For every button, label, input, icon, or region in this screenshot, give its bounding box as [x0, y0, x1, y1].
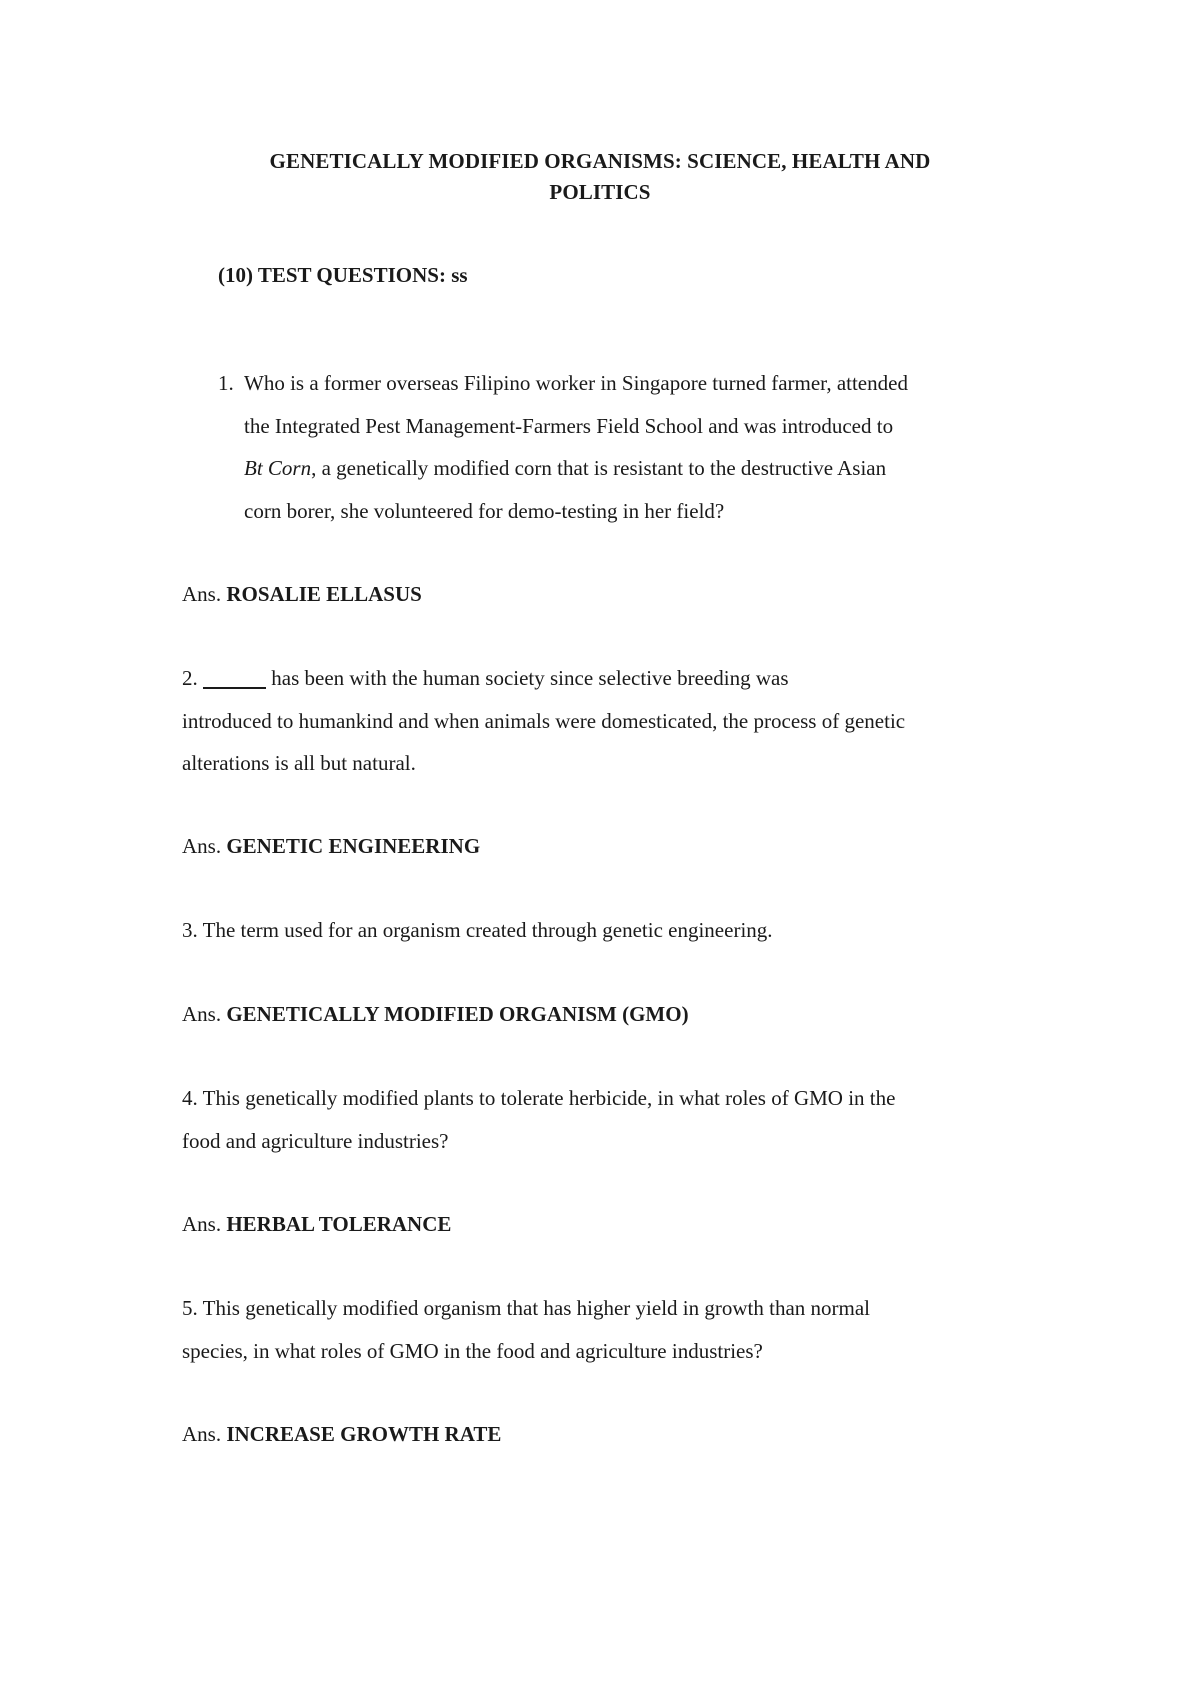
- answer-2-value: GENETIC ENGINEERING: [226, 834, 481, 858]
- question-2-number: 2.: [182, 666, 198, 690]
- answer-3: [182, 993, 1042, 1036]
- question-3-text: The term used for an organism created through genetic engineering.: [202, 918, 773, 942]
- question-4: [182, 1077, 1042, 1162]
- answer-1-value: ROSALIE ELLASUS: [226, 582, 422, 606]
- answer-2-label: Ans.: [182, 834, 222, 858]
- title-line-2: POLITICS: [549, 180, 651, 204]
- question-1: [218, 362, 1038, 532]
- answer-4: [182, 1203, 1042, 1246]
- answer-1: [182, 573, 1042, 616]
- answer-5-label: Ans.: [182, 1422, 222, 1446]
- test-questions-heading: (10) TEST QUESTIONS: ss: [218, 263, 468, 287]
- answer-3-label: Ans.: [182, 1002, 222, 1026]
- answer-4-label: Ans.: [182, 1212, 222, 1236]
- question-2-line-2: introduced to humankind and when animals were domesticated, the process of genetic: [182, 708, 906, 733]
- answer-2: [182, 825, 1042, 868]
- fill-in-blank: [203, 666, 266, 690]
- question-1-line-1: 1. Who is a former overseas Filipino worker in Singapore turned farmer, attended: [218, 362, 1038, 405]
- question-5: [182, 1287, 1042, 1372]
- question-1-line-3: Bt Corn, a genetically modified corn that is resistant to the destructive Asian: [244, 456, 887, 480]
- document-title: [180, 146, 1020, 208]
- question-3-number: 3.: [182, 918, 198, 942]
- answer-3-value: GENETICALLY MODIFIED ORGANISM (GMO): [226, 1002, 689, 1026]
- question-4-line-2: food and agriculture industries?: [182, 1128, 449, 1153]
- question-2: [182, 657, 1042, 785]
- answer-5-value: INCREASE GROWTH RATE: [226, 1422, 502, 1446]
- question-5-line-1: 5. This genetically modified organism that has higher yield in growth than normal: [182, 1296, 871, 1320]
- title-line-1: GENETICALLY MODIFIED ORGANISMS: SCIENCE, HEALTH AND: [269, 149, 931, 173]
- answer-5: [182, 1413, 1042, 1456]
- question-3: [182, 909, 1042, 952]
- bt-corn-term: Bt Corn: [244, 456, 312, 480]
- question-1-line-4: corn borer, she volunteered for demo-testing in her field?: [244, 498, 725, 523]
- question-1-number: 1.: [218, 371, 234, 395]
- question-4-line-1: 4. This genetically modified plants to tolerate herbicide, in what roles of GMO in the: [182, 1086, 896, 1110]
- question-5-line-2: species, in what roles of GMO in the food and agriculture industries?: [182, 1338, 763, 1363]
- question-2-line-3: alterations is all but natural.: [182, 751, 416, 775]
- question-2-line-1: 2. has been with the human society since selective breeding was: [182, 666, 789, 690]
- answer-1-label: Ans.: [182, 582, 222, 606]
- question-5-number: 5.: [182, 1296, 198, 1320]
- question-1-line-2: the Integrated Pest Management-Farmers Field School and was introduced to: [244, 413, 894, 438]
- answer-4-value: HERBAL TOLERANCE: [226, 1212, 452, 1236]
- question-4-number: 4.: [182, 1086, 198, 1110]
